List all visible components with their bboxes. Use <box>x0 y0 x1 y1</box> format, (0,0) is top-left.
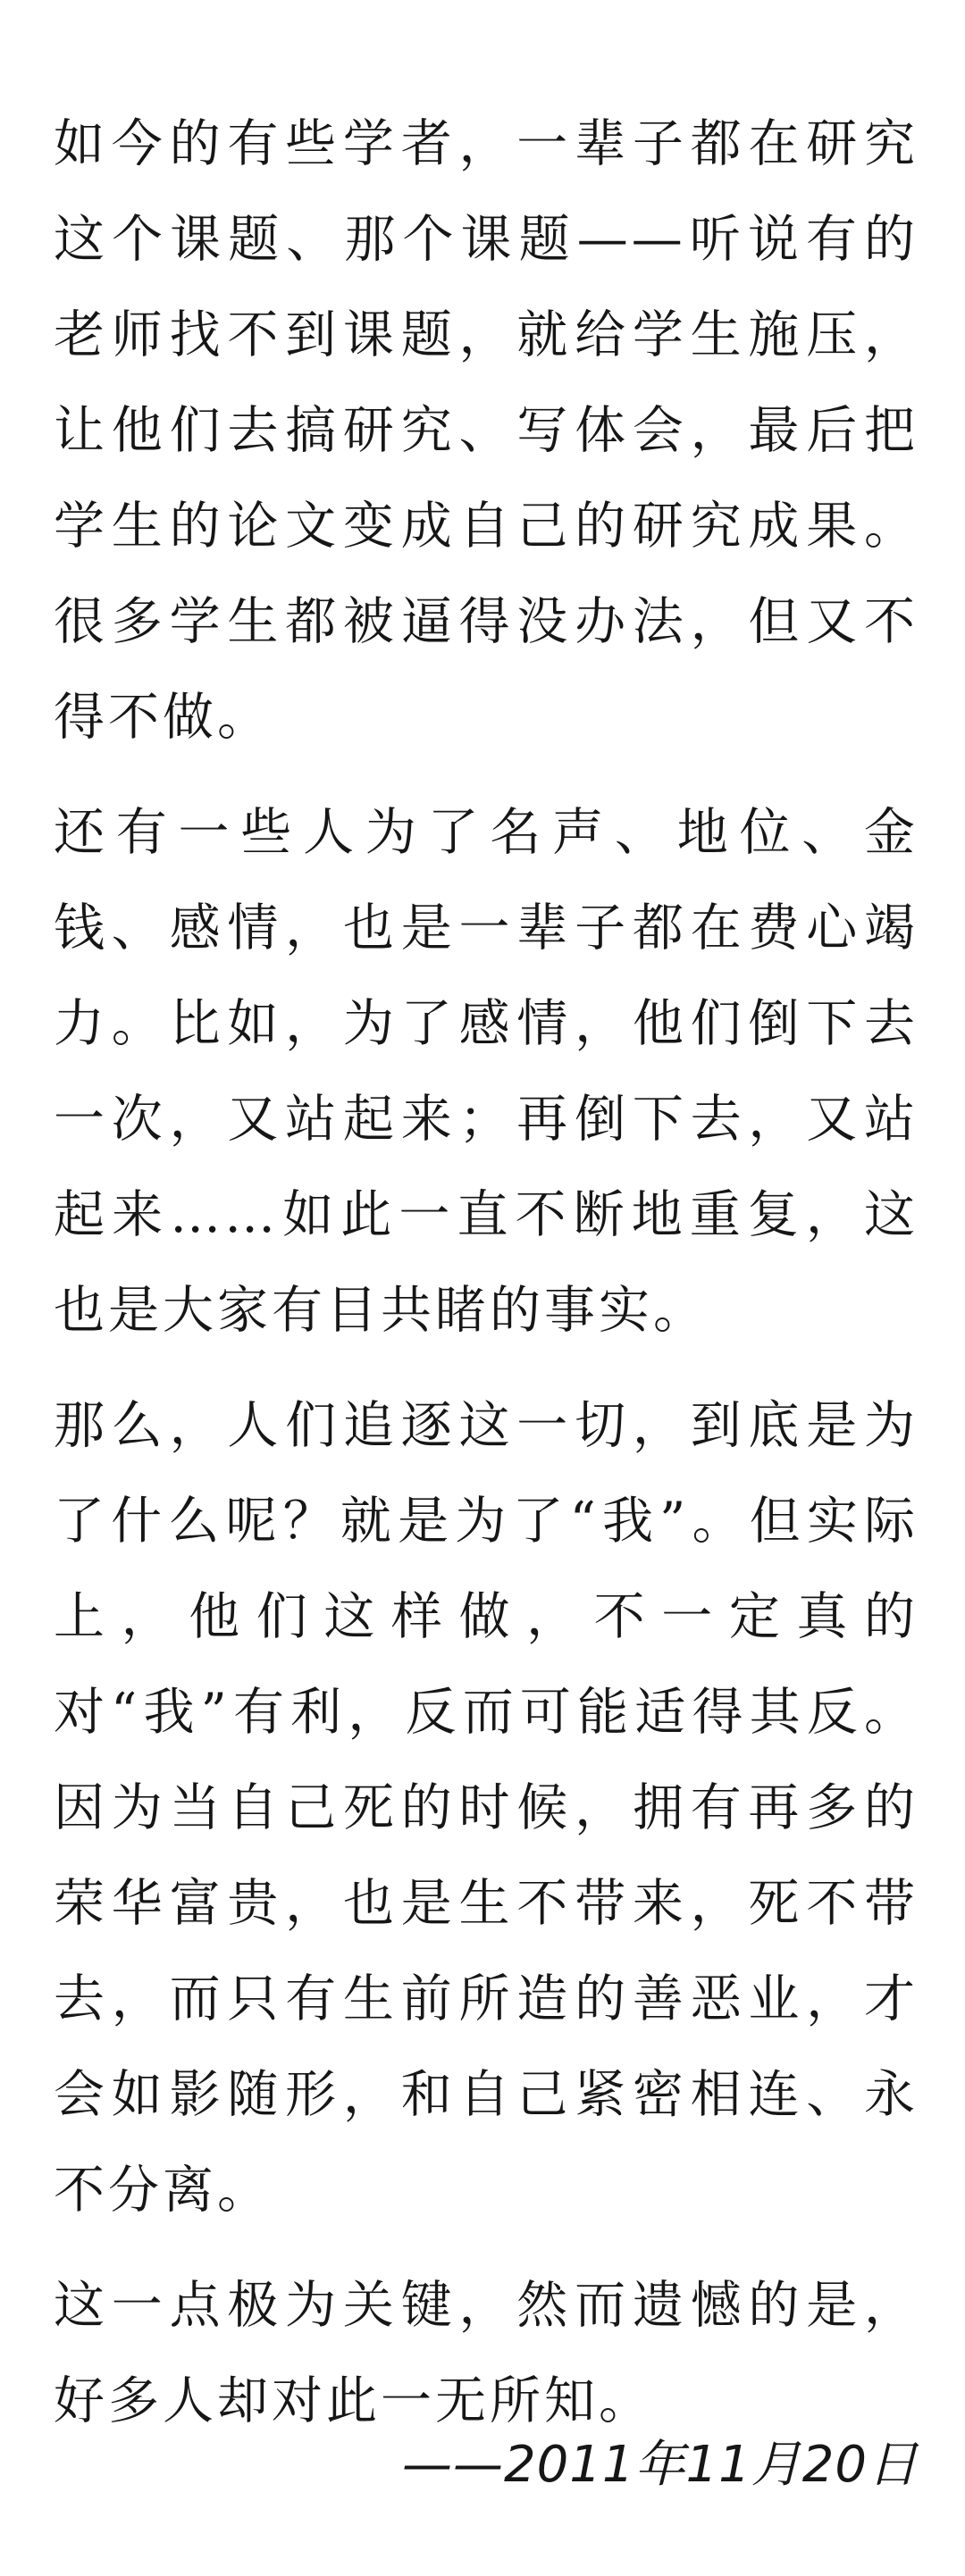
date-signature: ——2011年11月20日 <box>401 2436 919 2494</box>
paragraph-1: 如今的有些学者，一辈子都在研究这个课题、那个课题——听说有的老师找不到课题，就给学生施压，让他们去搞研究、写体会，最后把学生的论文变成自己的研究成果。很多学生都被逼得没办法，但又不得不做。 <box>54 114 919 747</box>
paragraph-4: 这一点极为关键，然而遗憾的是，好多人却对此一无所知。 <box>54 2276 919 2430</box>
paragraph-2: 还有一些人为了名声、地位、金钱、感情，也是一辈子都在费心竭力。比如，为了感情，他们倒下去一次，又站起来；再倒下去，又站起来……如此一直不断地重复，这也是大家有目共睹的事实。 <box>54 803 919 1340</box>
paragraph-3: 那么，人们追逐这一切，到底是为了什么呢？就是为了“我”。但实际上，他们这样做，不一定真的对“我”有利，反而可能适得其反。因为当自己死的时候，拥有再多的荣华富贵，也是生不带来，死不带去，而只有生前所造的善恶业，才会如影随形，和自己紧密相连、永不分离。 <box>54 1396 919 2220</box>
